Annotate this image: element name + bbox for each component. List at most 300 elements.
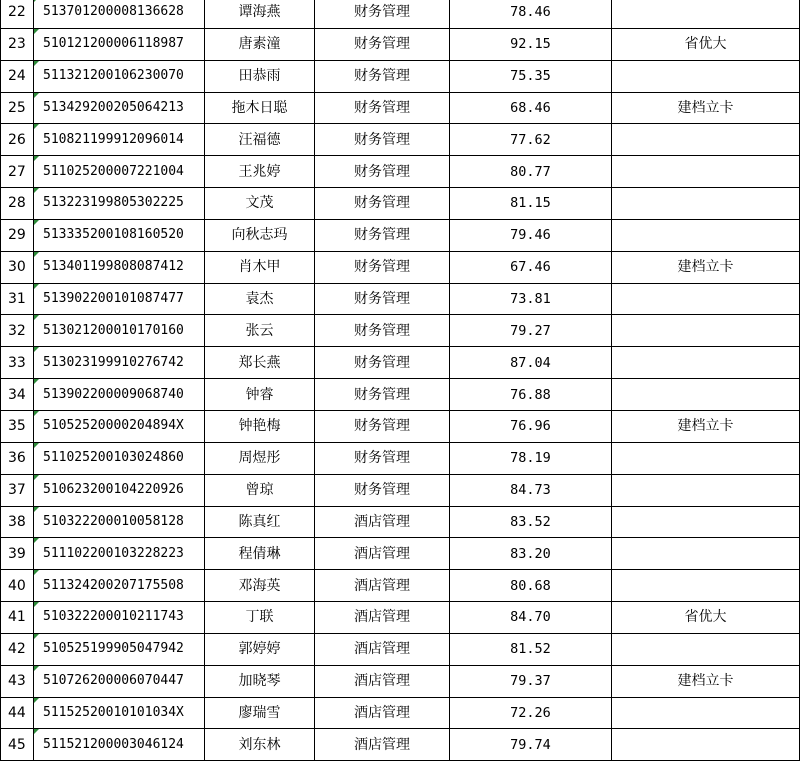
cell-error-indicator-icon xyxy=(34,538,39,543)
major-cell[interactable] xyxy=(315,219,450,251)
row-number-cell[interactable] xyxy=(1,570,34,602)
cell-error-indicator-icon xyxy=(34,0,39,2)
student-name-cell-text: 廖瑞雪 xyxy=(238,704,281,721)
cell-error-indicator-icon xyxy=(34,729,39,734)
row-number-cell[interactable] xyxy=(1,251,34,283)
cell-error-indicator-icon xyxy=(34,284,39,289)
major-cell[interactable] xyxy=(315,28,450,60)
id-number-cell-text: 513701200008136628 xyxy=(43,4,184,20)
row-number-cell[interactable] xyxy=(1,28,34,60)
major-cell[interactable] xyxy=(315,506,450,538)
note-cell[interactable] xyxy=(612,28,800,60)
cell-error-indicator-icon xyxy=(34,347,39,352)
student-name-cell-text: 程倩琳 xyxy=(238,545,281,562)
table-row xyxy=(1,729,800,761)
id-number-cell[interactable] xyxy=(34,474,205,506)
note-cell[interactable] xyxy=(612,251,800,283)
score-cell[interactable] xyxy=(450,474,612,506)
score-cell[interactable] xyxy=(450,697,612,729)
note-cell[interactable] xyxy=(612,570,800,602)
score-cell[interactable] xyxy=(450,124,612,156)
id-number-cell-text: 51052520000204894X xyxy=(43,418,184,434)
score-cell-text: 83.20 xyxy=(510,545,551,562)
table-row xyxy=(1,251,800,283)
note-cell[interactable] xyxy=(612,697,800,729)
major-cell-text: 财务管理 xyxy=(354,418,410,435)
row-number-cell-text: 23 xyxy=(8,36,26,53)
row-number-cell-text: 38 xyxy=(8,513,26,530)
major-cell-text: 酒店管理 xyxy=(354,577,410,594)
cell-error-indicator-icon xyxy=(34,124,39,129)
table-row xyxy=(1,665,800,697)
student-name-cell-text: 加晓琴 xyxy=(238,673,281,690)
student-name-cell-text: 汪福德 xyxy=(238,131,281,148)
score-cell[interactable] xyxy=(450,315,612,347)
row-number-cell-text: 44 xyxy=(8,704,26,721)
row-number-cell[interactable] xyxy=(1,124,34,156)
id-number-cell-text: 510623200104220926 xyxy=(43,482,184,498)
id-number-cell[interactable] xyxy=(34,570,205,602)
note-cell[interactable] xyxy=(612,538,800,570)
row-number-cell[interactable] xyxy=(1,697,34,729)
score-cell[interactable] xyxy=(450,188,612,220)
note-cell[interactable] xyxy=(612,188,800,220)
note-cell[interactable] xyxy=(612,124,800,156)
major-cell[interactable] xyxy=(315,410,450,442)
student-name-cell[interactable] xyxy=(205,283,315,315)
student-name-cell-text: 张云 xyxy=(245,322,274,339)
major-cell-text: 酒店管理 xyxy=(354,736,410,753)
id-number-cell-text: 511025200007221004 xyxy=(43,163,184,179)
major-cell[interactable] xyxy=(315,697,450,729)
row-number-cell-text: 28 xyxy=(8,195,26,212)
student-name-cell-text: 唐素潼 xyxy=(238,36,281,53)
note-cell[interactable] xyxy=(612,442,800,474)
student-name-cell-text: 陈真红 xyxy=(238,513,281,530)
row-number-cell-text: 37 xyxy=(8,482,26,499)
row-number-cell-text: 22 xyxy=(8,4,26,21)
major-cell[interactable] xyxy=(315,602,450,634)
id-number-cell[interactable] xyxy=(34,60,205,92)
id-number-cell[interactable] xyxy=(34,379,205,411)
id-number-cell[interactable] xyxy=(34,729,205,761)
cell-error-indicator-icon xyxy=(34,698,39,703)
cell-error-indicator-icon xyxy=(34,666,39,671)
score-cell-text: 81.52 xyxy=(510,641,551,658)
score-cell[interactable] xyxy=(450,379,612,411)
id-number-cell[interactable] xyxy=(34,538,205,570)
major-cell[interactable] xyxy=(315,633,450,665)
id-number-cell[interactable] xyxy=(34,347,205,379)
score-cell[interactable] xyxy=(450,633,612,665)
note-cell[interactable] xyxy=(612,219,800,251)
score-cell[interactable] xyxy=(450,602,612,634)
cell-error-indicator-icon xyxy=(34,602,39,607)
score-cell-text: 79.37 xyxy=(510,673,551,690)
id-number-cell[interactable] xyxy=(34,124,205,156)
student-name-cell[interactable] xyxy=(205,570,315,602)
major-cell[interactable] xyxy=(315,251,450,283)
row-number-cell-text: 45 xyxy=(8,736,26,753)
id-number-cell-text: 513335200108160520 xyxy=(43,227,184,243)
student-name-cell-text: 袁杰 xyxy=(245,291,274,308)
id-number-cell[interactable] xyxy=(34,28,205,60)
score-cell-text: 78.46 xyxy=(510,4,551,21)
student-name-cell[interactable] xyxy=(205,156,315,188)
student-name-cell[interactable] xyxy=(205,506,315,538)
id-number-cell[interactable] xyxy=(34,283,205,315)
table-row xyxy=(1,538,800,570)
cell-error-indicator-icon xyxy=(34,507,39,512)
major-cell-text: 酒店管理 xyxy=(354,704,410,721)
id-number-cell[interactable] xyxy=(34,0,205,28)
id-number-cell-text: 513902200009068740 xyxy=(43,386,184,402)
id-number-cell-text: 510525199905047942 xyxy=(43,641,184,657)
student-name-cell[interactable] xyxy=(205,60,315,92)
table-row xyxy=(1,315,800,347)
cell-error-indicator-icon xyxy=(34,443,39,448)
student-name-cell-text: 刘东林 xyxy=(238,736,281,753)
note-cell[interactable] xyxy=(612,60,800,92)
student-name-cell[interactable] xyxy=(205,538,315,570)
row-number-cell-text: 25 xyxy=(8,99,26,116)
note-cell[interactable] xyxy=(612,347,800,379)
major-cell[interactable] xyxy=(315,92,450,124)
row-number-cell[interactable] xyxy=(1,219,34,251)
student-name-cell-text: 郑长燕 xyxy=(238,354,281,371)
major-cell-text: 财务管理 xyxy=(354,99,410,116)
id-number-cell[interactable] xyxy=(34,92,205,124)
student-name-cell[interactable] xyxy=(205,219,315,251)
row-number-cell[interactable] xyxy=(1,410,34,442)
major-cell[interactable] xyxy=(315,665,450,697)
score-cell-text: 84.70 xyxy=(510,609,551,626)
table-body xyxy=(1,0,800,761)
cell-error-indicator-icon xyxy=(34,156,39,161)
row-number-cell-text: 27 xyxy=(8,163,26,180)
score-cell[interactable] xyxy=(450,410,612,442)
id-number-cell[interactable] xyxy=(34,633,205,665)
id-number-cell-text: 513902200101087477 xyxy=(43,291,184,307)
cell-error-indicator-icon xyxy=(34,220,39,225)
student-name-cell-text: 向秋志玛 xyxy=(231,227,288,244)
major-cell-text: 财务管理 xyxy=(354,354,410,371)
row-number-cell[interactable] xyxy=(1,347,34,379)
note-cell[interactable] xyxy=(612,633,800,665)
major-cell[interactable] xyxy=(315,442,450,474)
id-number-cell[interactable] xyxy=(34,251,205,283)
score-cell-text: 83.52 xyxy=(510,513,551,530)
row-number-cell[interactable] xyxy=(1,188,34,220)
row-number-cell[interactable] xyxy=(1,156,34,188)
student-name-cell[interactable] xyxy=(205,0,315,28)
score-cell[interactable] xyxy=(450,251,612,283)
student-name-cell-text: 文茂 xyxy=(245,195,274,212)
id-number-cell-text: 511521200003046124 xyxy=(43,736,184,752)
score-cell-text: 77.62 xyxy=(510,131,551,148)
student-name-cell[interactable] xyxy=(205,442,315,474)
student-name-cell[interactable] xyxy=(205,188,315,220)
score-cell-text: 79.27 xyxy=(510,322,551,339)
score-cell-text: 73.81 xyxy=(510,291,551,308)
major-cell[interactable] xyxy=(315,347,450,379)
table-row xyxy=(1,188,800,220)
cell-error-indicator-icon xyxy=(34,315,39,320)
note-cell[interactable] xyxy=(612,156,800,188)
table-row xyxy=(1,283,800,315)
major-cell-text: 财务管理 xyxy=(354,68,410,85)
major-cell-text: 酒店管理 xyxy=(354,513,410,530)
row-number-cell-text: 33 xyxy=(8,354,26,371)
row-number-cell-text: 43 xyxy=(8,673,26,690)
student-name-cell[interactable] xyxy=(205,251,315,283)
row-number-cell-text: 29 xyxy=(8,227,26,244)
note-cell-text: 省优大 xyxy=(684,609,727,626)
id-number-cell-text: 511321200106230070 xyxy=(43,68,184,84)
row-number-cell[interactable] xyxy=(1,442,34,474)
cell-error-indicator-icon xyxy=(34,188,39,193)
row-number-cell[interactable] xyxy=(1,474,34,506)
row-number-cell[interactable] xyxy=(1,665,34,697)
row-number-cell-text: 31 xyxy=(8,291,26,308)
table-row xyxy=(1,156,800,188)
note-cell[interactable] xyxy=(612,729,800,761)
row-number-cell[interactable] xyxy=(1,506,34,538)
row-number-cell-text: 32 xyxy=(8,322,26,339)
id-number-cell-text: 511102200103228223 xyxy=(43,545,184,561)
major-cell[interactable] xyxy=(315,570,450,602)
score-cell[interactable] xyxy=(450,60,612,92)
student-name-cell-text: 钟艳梅 xyxy=(238,418,281,435)
major-cell[interactable] xyxy=(315,538,450,570)
major-cell[interactable] xyxy=(315,315,450,347)
row-number-cell[interactable] xyxy=(1,379,34,411)
major-cell-text: 酒店管理 xyxy=(354,641,410,658)
student-name-cell-text: 周煜彤 xyxy=(238,450,281,467)
major-cell[interactable] xyxy=(315,283,450,315)
student-name-cell[interactable] xyxy=(205,347,315,379)
row-number-cell-text: 36 xyxy=(8,450,26,467)
score-cell[interactable] xyxy=(450,665,612,697)
table-row xyxy=(1,697,800,729)
student-name-cell[interactable] xyxy=(205,665,315,697)
id-number-cell[interactable] xyxy=(34,315,205,347)
id-number-cell-text: 513223199805302225 xyxy=(43,195,184,211)
student-name-cell-text: 钟睿 xyxy=(245,386,274,403)
id-number-cell[interactable] xyxy=(34,442,205,474)
id-number-cell[interactable] xyxy=(34,188,205,220)
major-cell[interactable] xyxy=(315,124,450,156)
cell-error-indicator-icon xyxy=(34,29,39,34)
table-row xyxy=(1,410,800,442)
row-number-cell-text: 34 xyxy=(8,386,26,403)
score-cell-text: 67.46 xyxy=(510,259,551,276)
note-cell[interactable] xyxy=(612,283,800,315)
student-name-cell[interactable] xyxy=(205,602,315,634)
score-cell[interactable] xyxy=(450,283,612,315)
score-cell-text: 80.77 xyxy=(510,163,551,180)
student-name-cell[interactable] xyxy=(205,633,315,665)
table-row xyxy=(1,124,800,156)
id-number-cell[interactable] xyxy=(34,665,205,697)
note-cell[interactable] xyxy=(612,92,800,124)
note-cell-text: 建档立卡 xyxy=(677,418,734,435)
row-number-cell[interactable] xyxy=(1,92,34,124)
row-number-cell[interactable] xyxy=(1,729,34,761)
score-cell-text: 84.73 xyxy=(510,482,551,499)
score-cell-text: 79.74 xyxy=(510,736,551,753)
student-name-cell[interactable] xyxy=(205,474,315,506)
id-number-cell[interactable] xyxy=(34,602,205,634)
score-cell-text: 81.15 xyxy=(510,195,551,212)
table-row xyxy=(1,442,800,474)
id-number-cell[interactable] xyxy=(34,219,205,251)
row-number-cell-text: 30 xyxy=(8,259,26,276)
major-cell[interactable] xyxy=(315,729,450,761)
table-row xyxy=(1,92,800,124)
student-name-cell-text: 拖木日聪 xyxy=(231,99,288,116)
score-cell[interactable] xyxy=(450,506,612,538)
major-cell[interactable] xyxy=(315,60,450,92)
table-row xyxy=(1,219,800,251)
row-number-cell-text: 24 xyxy=(8,68,26,85)
cell-error-indicator-icon xyxy=(34,93,39,98)
note-cell[interactable] xyxy=(612,0,800,28)
score-cell[interactable] xyxy=(450,570,612,602)
table-row xyxy=(1,506,800,538)
score-cell[interactable] xyxy=(450,0,612,28)
id-number-cell[interactable] xyxy=(34,410,205,442)
major-cell-text: 财务管理 xyxy=(354,4,410,21)
major-cell-text: 酒店管理 xyxy=(354,673,410,690)
table-row xyxy=(1,570,800,602)
note-cell[interactable] xyxy=(612,379,800,411)
id-number-cell-text: 510726200006070447 xyxy=(43,673,184,689)
student-name-cell[interactable] xyxy=(205,124,315,156)
score-cell-text: 75.35 xyxy=(510,68,551,85)
id-number-cell-text: 510322200010058128 xyxy=(43,513,184,529)
student-name-cell[interactable] xyxy=(205,92,315,124)
score-cell-text: 76.96 xyxy=(510,418,551,435)
row-number-cell[interactable] xyxy=(1,315,34,347)
cell-error-indicator-icon xyxy=(34,475,39,480)
major-cell[interactable] xyxy=(315,379,450,411)
major-cell-text: 财务管理 xyxy=(354,131,410,148)
major-cell[interactable] xyxy=(315,156,450,188)
note-cell-text: 建档立卡 xyxy=(677,673,734,690)
id-number-cell-text: 510322200010211743 xyxy=(43,609,184,625)
score-cell-text: 79.46 xyxy=(510,227,551,244)
student-name-cell-text: 邓海英 xyxy=(238,577,281,594)
note-cell[interactable] xyxy=(612,602,800,634)
major-cell[interactable] xyxy=(315,0,450,28)
student-name-cell[interactable] xyxy=(205,729,315,761)
row-number-cell[interactable] xyxy=(1,633,34,665)
note-cell[interactable] xyxy=(612,315,800,347)
cell-error-indicator-icon xyxy=(34,570,39,575)
id-number-cell[interactable] xyxy=(34,156,205,188)
row-number-cell[interactable] xyxy=(1,60,34,92)
id-number-cell-text: 510821199912096014 xyxy=(43,131,184,147)
score-cell-text: 76.88 xyxy=(510,386,551,403)
table-row xyxy=(1,474,800,506)
row-number-cell[interactable] xyxy=(1,538,34,570)
id-number-cell-text: 513021200010170160 xyxy=(43,322,184,338)
row-number-cell[interactable] xyxy=(1,0,34,28)
major-cell-text: 财务管理 xyxy=(354,36,410,53)
student-name-cell[interactable] xyxy=(205,379,315,411)
table-row xyxy=(1,633,800,665)
row-number-cell[interactable] xyxy=(1,602,34,634)
id-number-cell-text: 513023199910276742 xyxy=(43,354,184,370)
id-number-cell[interactable] xyxy=(34,506,205,538)
major-cell-text: 酒店管理 xyxy=(354,545,410,562)
table-row xyxy=(1,60,800,92)
score-cell[interactable] xyxy=(450,538,612,570)
note-cell[interactable] xyxy=(612,474,800,506)
row-number-cell-text: 26 xyxy=(8,131,26,148)
table-row xyxy=(1,0,800,28)
score-cell[interactable] xyxy=(450,219,612,251)
score-cell[interactable] xyxy=(450,28,612,60)
student-name-cell-text: 肖木甲 xyxy=(238,259,281,276)
major-cell[interactable] xyxy=(315,474,450,506)
note-cell[interactable] xyxy=(612,410,800,442)
major-cell-text: 财务管理 xyxy=(354,482,410,499)
score-cell-text: 87.04 xyxy=(510,354,551,371)
table-row xyxy=(1,28,800,60)
note-cell[interactable] xyxy=(612,506,800,538)
student-name-cell-text: 郭婷婷 xyxy=(238,641,281,658)
major-cell[interactable] xyxy=(315,188,450,220)
score-cell[interactable] xyxy=(450,156,612,188)
note-cell-text: 建档立卡 xyxy=(677,259,734,276)
score-cell-text: 80.68 xyxy=(510,577,551,594)
table-row xyxy=(1,602,800,634)
student-name-cell[interactable] xyxy=(205,28,315,60)
major-cell-text: 财务管理 xyxy=(354,322,410,339)
cell-error-indicator-icon xyxy=(34,411,39,416)
major-cell-text: 财务管理 xyxy=(354,386,410,403)
cell-error-indicator-icon xyxy=(34,634,39,639)
row-number-cell-text: 40 xyxy=(8,577,26,594)
id-number-cell-text: 511025200103024860 xyxy=(43,450,184,466)
id-number-cell-text: 511324200207175508 xyxy=(43,577,184,593)
score-cell[interactable] xyxy=(450,729,612,761)
score-cell[interactable] xyxy=(450,92,612,124)
major-cell-text: 财务管理 xyxy=(354,450,410,467)
note-cell-text: 建档立卡 xyxy=(677,99,734,116)
id-number-cell-text: 513401199808087412 xyxy=(43,259,184,275)
score-cell-text: 72.26 xyxy=(510,704,551,721)
student-name-cell[interactable] xyxy=(205,697,315,729)
student-name-cell[interactable] xyxy=(205,315,315,347)
id-number-cell[interactable] xyxy=(34,697,205,729)
score-cell-text: 92.15 xyxy=(510,36,551,53)
student-name-cell[interactable] xyxy=(205,410,315,442)
score-cell[interactable] xyxy=(450,442,612,474)
note-cell[interactable] xyxy=(612,665,800,697)
id-number-cell-text: 513429200205064213 xyxy=(43,99,184,115)
major-cell-text: 财务管理 xyxy=(354,259,410,276)
major-cell-text: 财务管理 xyxy=(354,195,410,212)
id-number-cell-text: 51152520010101034X xyxy=(43,704,184,720)
score-cell-text: 68.46 xyxy=(510,99,551,116)
row-number-cell[interactable] xyxy=(1,283,34,315)
score-cell[interactable] xyxy=(450,347,612,379)
student-name-cell-text: 曾琼 xyxy=(245,482,274,499)
major-cell-text: 酒店管理 xyxy=(354,609,410,626)
